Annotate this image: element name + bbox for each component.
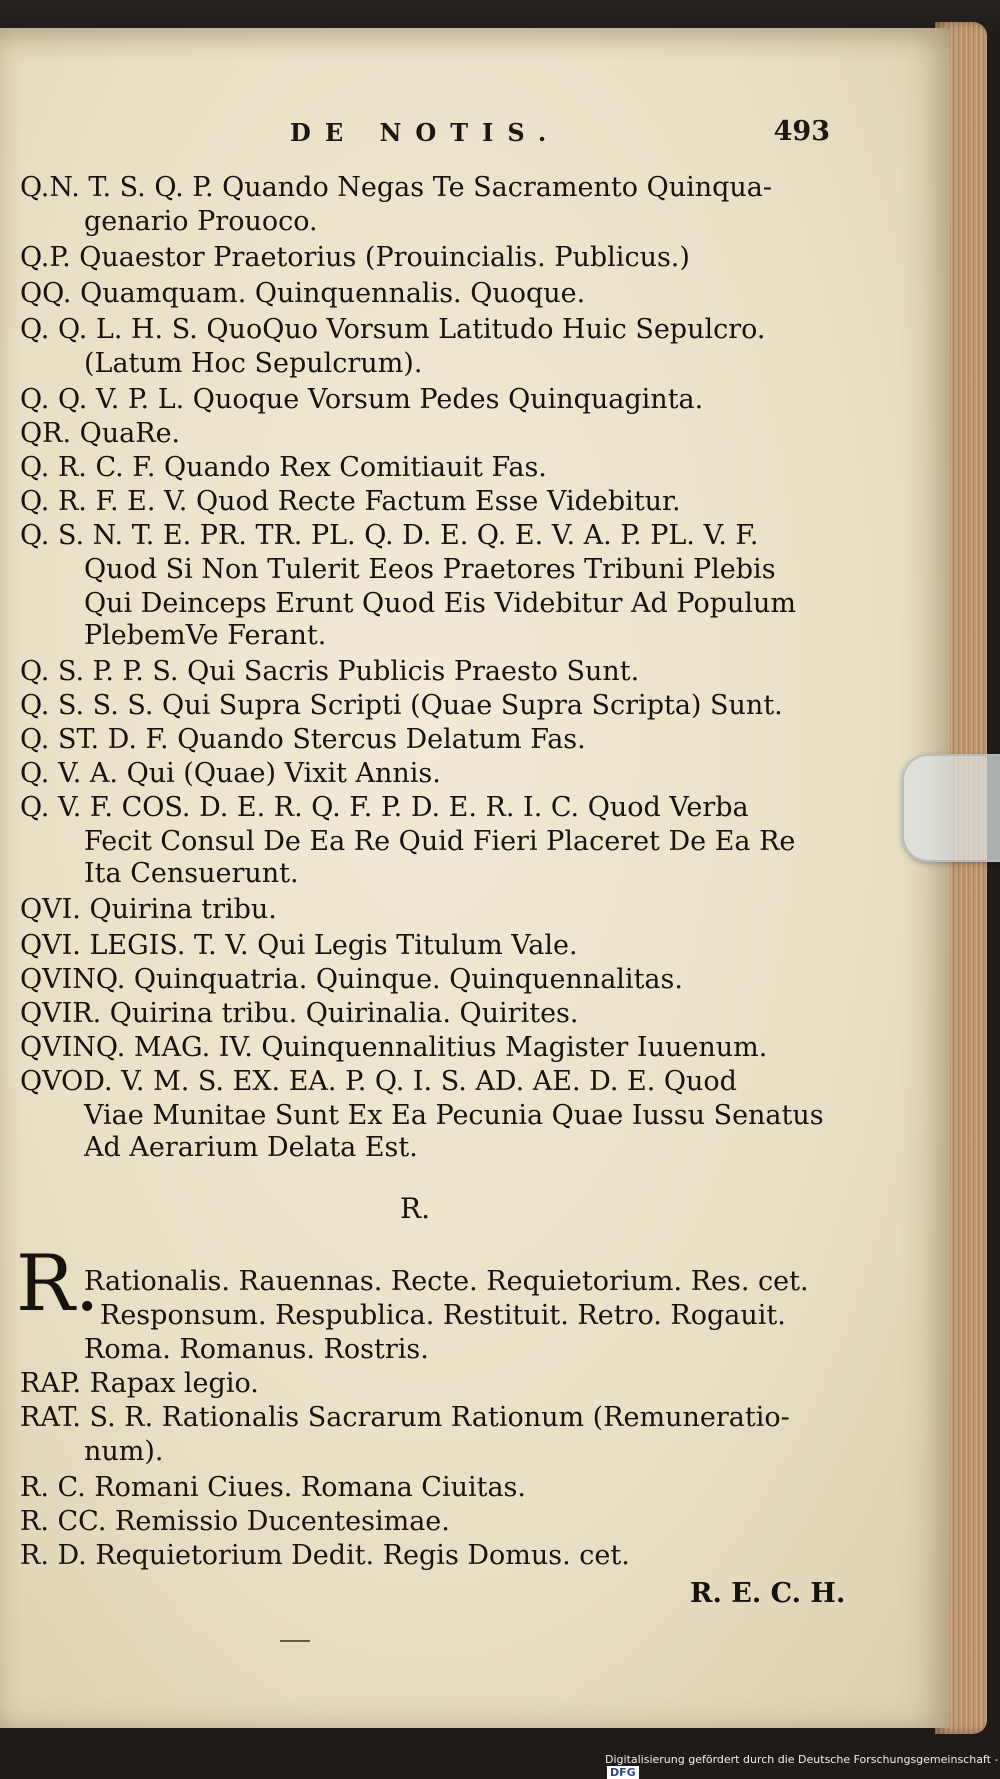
text-line: Quod Si Non Tulerit Eeos Praetores Tribuni Plebis bbox=[84, 554, 776, 585]
page-turn-tab[interactable] bbox=[902, 754, 1000, 862]
text-line: RAP. Rapax legio. bbox=[20, 1368, 259, 1399]
text-line: QVINQ. Quinquatria. Quinque. Quinquennalitas. bbox=[20, 964, 683, 995]
text-line: Responsum. Respublica. Restituit. Retro. Rogauit. bbox=[100, 1300, 786, 1331]
text-line: QQ. Quamquam. Quinquennalis. Quoque. bbox=[20, 278, 586, 309]
text-line: Ad Aerarium Delata Est. bbox=[84, 1132, 418, 1163]
text-line: RAT. S. R. Rationalis Sacrarum Rationum (Remuneratio- bbox=[20, 1402, 790, 1433]
text-line: Q. ST. D. F. Quando Stercus Delatum Fas. bbox=[20, 724, 586, 755]
text-line: Q. V. F. COS. D. E. R. Q. F. P. D. E. R. I. C. Quod Verba bbox=[20, 792, 749, 823]
text-line: QVINQ. MAG. IV. Quinquennalitius Magister Iuuenum. bbox=[20, 1032, 768, 1063]
drop-cap: R. bbox=[16, 1239, 100, 1329]
text-line: Q. R. F. E. V. Quod Recte Factum Esse Videbitur. bbox=[20, 486, 681, 517]
text-line: Rationalis. Rauennas. Recte. Requietorium. Res. cet. bbox=[84, 1266, 809, 1297]
text-line: Q. S. S. S. Qui Supra Scripti (Quae Supra Scripta) Sunt. bbox=[20, 690, 783, 721]
page-number: 493 bbox=[773, 116, 830, 147]
text-line: (Latum Hoc Sepulcrum). bbox=[84, 348, 423, 379]
text-line: QR. QuaRe. bbox=[20, 418, 181, 449]
text-line: Q. S. N. T. E. PR. TR. PL. Q. D. E. Q. E. V. A. P. PL. V. F. bbox=[20, 520, 759, 551]
text-line: R. C. Romani Ciues. Romana Ciuitas. bbox=[20, 1472, 526, 1503]
footer-credit: Digitalisierung gefördert durch die Deutsche Forschungsgemeinschaft - bbox=[605, 1753, 999, 1766]
text-line: Q.N. T. S. Q. P. Quando Negas Te Sacramento Quinqua- bbox=[20, 172, 773, 203]
text-line: num). bbox=[84, 1436, 164, 1467]
text-line: Q. Q. V. P. L. Quoque Vorsum Pedes Quinquaginta. bbox=[20, 384, 704, 415]
text-line: Q. V. A. Qui (Quae) Vixit Annis. bbox=[20, 758, 441, 789]
running-header bbox=[290, 118, 830, 158]
text-line: R. CC. Remissio Ducentesimae. bbox=[20, 1506, 450, 1537]
section-heading: R. bbox=[400, 1192, 430, 1225]
digitization-footer bbox=[605, 1753, 1000, 1779]
text-line: QVI. Quirina tribu. bbox=[20, 894, 277, 925]
text-line: Q. S. P. P. S. Qui Sacris Publicis Praesto Sunt. bbox=[20, 656, 640, 687]
text-line: Q. Q. L. H. S. QuoQuo Vorsum Latitudo Huic Sepulcro. bbox=[20, 314, 766, 345]
text-line: Qui Deinceps Erunt Quod Eis Videbitur Ad Populum bbox=[84, 588, 797, 619]
text-line: QVOD. V. M. S. EX. EA. P. Q. I. S. AD. AE. D. E. Quod bbox=[20, 1066, 737, 1097]
text-line: Roma. Romanus. Rostris. bbox=[84, 1334, 429, 1365]
running-title: DE NOTIS. bbox=[290, 118, 561, 147]
text-line: QVI. LEGIS. T. V. Qui Legis Titulum Vale. bbox=[20, 930, 578, 961]
text-line: PlebemVe Ferant. bbox=[84, 620, 327, 651]
catchword: R. E. C. H. bbox=[690, 1578, 846, 1609]
dfg-logo: DFG bbox=[607, 1766, 639, 1779]
text-line: Fecit Consul De Ea Re Quid Fieri Placeret De Ea Re bbox=[84, 826, 796, 857]
text-line: QVIR. Quirina tribu. Quirinalia. Quirites. bbox=[20, 998, 579, 1029]
text-line: Q.P. Quaestor Praetorius (Prouincialis. Publicus.) bbox=[20, 242, 690, 273]
printer-mark bbox=[280, 1640, 310, 1642]
text-line: Q. R. C. F. Quando Rex Comitiauit Fas. bbox=[20, 452, 547, 483]
text-line: Ita Censuerunt. bbox=[84, 858, 299, 889]
text-line: genario Prouoco. bbox=[84, 206, 318, 237]
text-line: Viae Munitae Sunt Ex Ea Pecunia Quae Iussu Senatus bbox=[84, 1100, 824, 1131]
text-line: R. D. Requietorium Dedit. Regis Domus. cet. bbox=[20, 1540, 630, 1571]
